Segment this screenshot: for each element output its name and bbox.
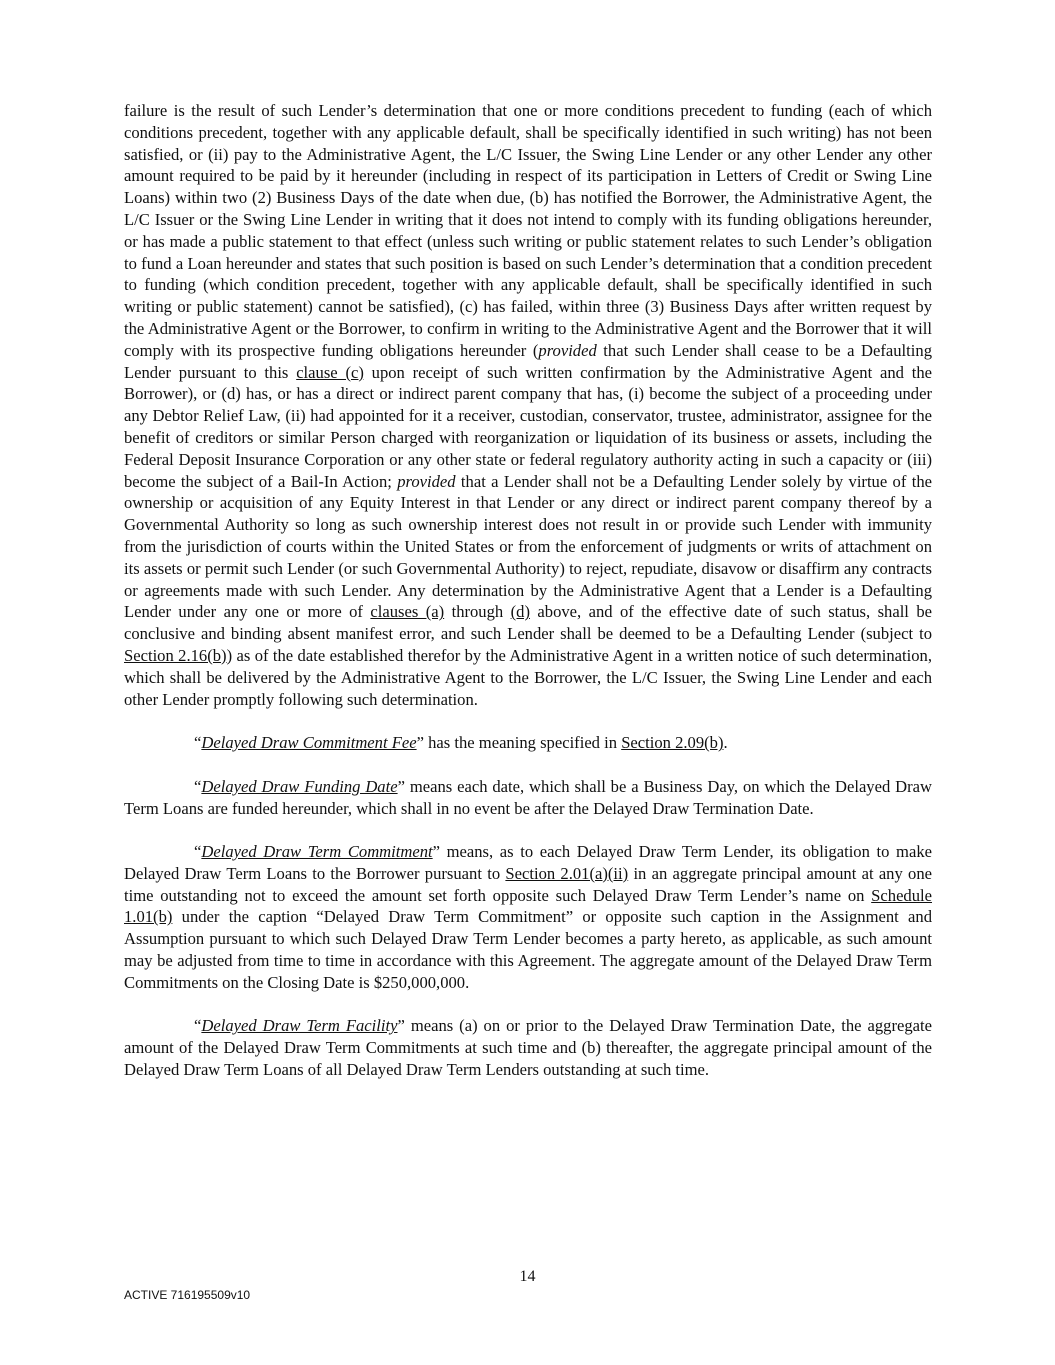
defined-term: Delayed Draw Funding Date xyxy=(201,776,398,796)
defaulting-lender-paragraph: failure is the result of such Lender’s determination that one or more conditions precedent to funding (each of which conditions precedent, together with any applicable default, shall be specifically identified in such writing) has not been satisfied, or (ii) pay to the Administrative Agent, the L/C Issuer, the Swing Line Lender or any other Lender any other amount required to be paid by it hereunder (including in respect of its participation in Letters of Credit or Swing Line Loans) within two (2) Business Days of the date when due, (b) has notified the Borrower, the Administrative Agent, the L/C Issuer or the Swing Line Lender in writing that it does not intend to comply with its funding obligations hereunder, or has made a public statement to that effect (unless such writing or public statement relates to such Lender’s obligation to fund a Loan hereunder and states that such position is based on such Lender’s determination that a condition precedent to funding (which condition precedent, together with any applicable default, shall be specifically identified in such writing or public statement) cannot be satisfied), (c) has failed, within three (3) Business Days after written request by the Administrative Agent or the Borrower, to confirm in writing to the Administrative Agent and the Borrower that it will comply with its prospective funding obligations hereunder (provided that such Lender shall cease to be a Defaulting Lender pursuant to this clause (c) upon receipt of such written confirmation by the Administrative Agent and the Borrower), or (d) has, or has a direct or indirect parent company that has, (i) become the subject of a proceeding under any Debtor Relief Law, (ii) had appointed for it a receiver, custodian, conservator, trustee, administrator, assignee for the benefit of creditors or similar Person charged with reorganization or liquidation of its business or assets, including the Federal Deposit Insurance Corporation or any other state or federal regulatory authority acting in such a capacity or (iii) become the subject of a Bail-In Action; provided that a Lender shall not be a Defaulting Lender solely by virtue of the ownership or acquisition of any Equity Interest in that Lender or any direct or indirect parent company thereof by a Governmental Authority so long as such ownership interest does not result in or provide such Lender with immunity from the jurisdiction of courts within the United States or from the enforcement of judgments or writs of attachment on its assets or permit such Lender (or such Governmental Authority) to reject, repudiate, disavow or disaffirm any contracts or agreements made with such Lender. Any determination by the Administrative Agent that a Lender is a Defaulting Lender under any one or more of clauses (a) through (d) above, and of the effective date of such status, shall be conclusive and binding absent manifest error, and such Lender shall be deemed to be a Defaulting Lender (subject to Section 2.16(b)) as of the date established therefor by the Administrative Agent in a written notice of such determination, which shall be delivered by the Administrative Agent to the Borrower, the L/C Issuer, the Swing Line Lender and each other Lender promptly following such determination. xyxy=(124,101,933,709)
provided-italic: provided xyxy=(538,340,597,360)
page-number: 14 xyxy=(519,1268,536,1285)
document-id: ACTIVE 716195509v10 xyxy=(124,1288,251,1302)
clause-d-reference: (d) xyxy=(510,602,530,622)
definition-delayed-draw-term-facility: “Delayed Draw Term Facility” means (a) on or prior to the Delayed Draw Termination Date, the aggregate amount of the Delayed Draw Term Commitments at such time and (b) thereafter, the aggregate principal amount of the Delayed Draw Term Loans of all Delayed Draw Term Lenders outstanding at such time. xyxy=(124,1016,932,1080)
defined-term: Delayed Draw Term Facility xyxy=(201,1016,398,1036)
schedule-1-01-b-reference: Schedule 1.01(b) xyxy=(124,885,932,927)
clause-c-reference: clause (c) xyxy=(296,362,364,382)
clauses-a-reference: clauses (a) xyxy=(370,602,445,622)
defined-term: Delayed Draw Term Commitment xyxy=(201,842,433,862)
section-2-16-b-reference: Section 2.16(b) xyxy=(124,645,227,665)
definition-delayed-draw-term-commitment: “Delayed Draw Term Commitment” means, as to each Delayed Draw Term Lender, its obligation to make Delayed Draw Term Loans to the Borrower pursuant to Section 2.01(a)(ii) in an aggregate principal amount at any one time outstanding not to exceed the amount set forth opposite such Delayed Draw Term Lender’s name on Schedule 1.01(b) under the caption “Delayed Draw Term Commitment” or opposite such caption in the Assignment and Assumption pursuant to which such Delayed Draw Term Lender becomes a party hereto, as applicable, as such amount may be adjusted from time to time in accordance with this Agreement. The aggregate amount of the Delayed Draw Term Commitments on the Closing Date is $250,000,000. xyxy=(124,842,933,992)
definition-delayed-draw-funding-date: “Delayed Draw Funding Date” means each date, which shall be a Business Day, on which the Delayed Draw Term Loans are funded hereunder, which shall in no event be after the Delayed Draw Termination Date. xyxy=(124,776,933,818)
document-body xyxy=(124,100,932,1103)
section-2-01-a-ii-reference: Section 2.01(a)(ii) xyxy=(505,863,629,883)
provided-italic: provided xyxy=(397,471,456,491)
defined-term: Delayed Draw Commitment Fee xyxy=(201,733,417,753)
definition-delayed-draw-commitment-fee: “Delayed Draw Commitment Fee” has the meaning specified in Section 2.09(b). xyxy=(194,733,728,753)
section-2-09-b-reference: Section 2.09(b) xyxy=(621,733,724,753)
